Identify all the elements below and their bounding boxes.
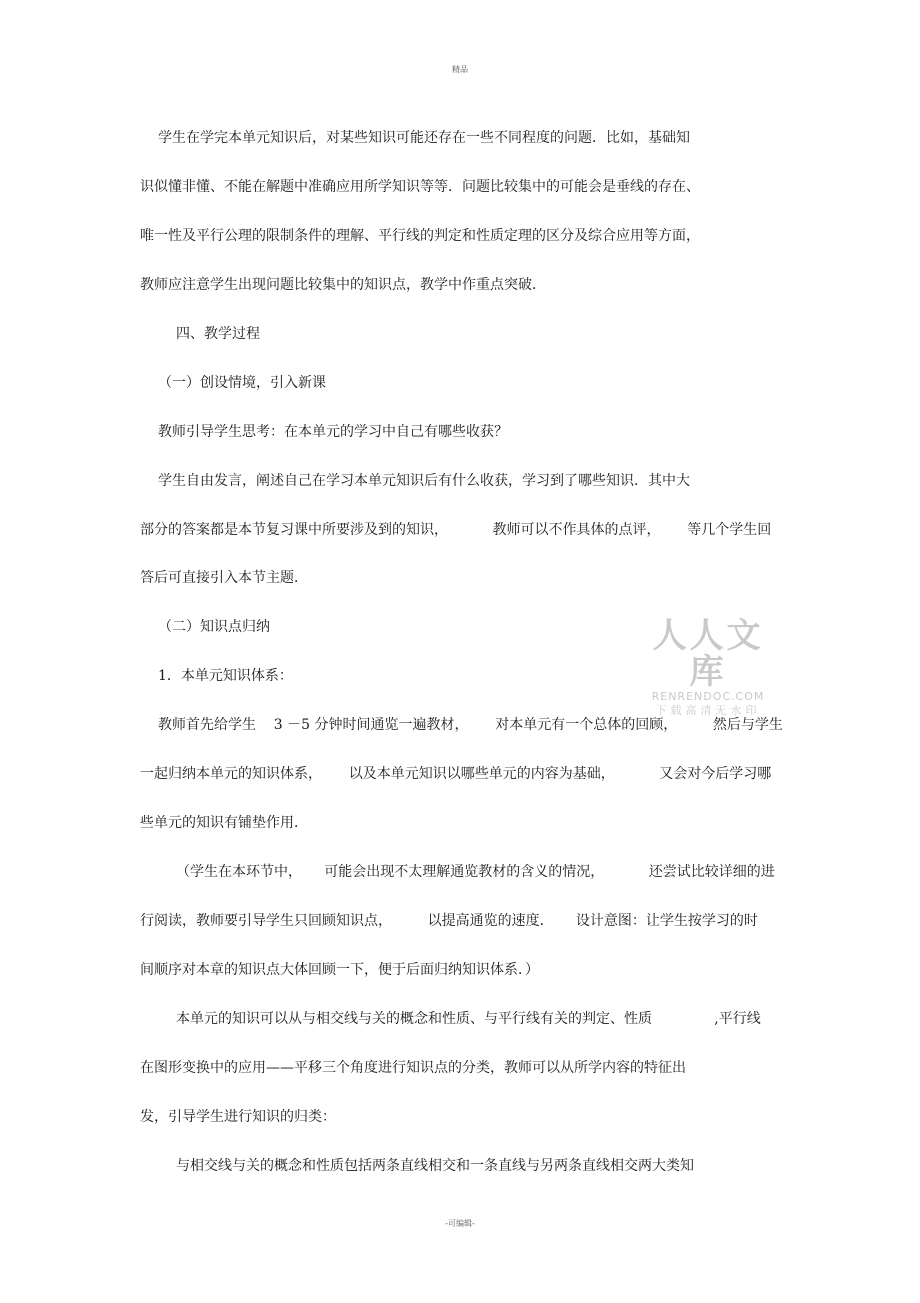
item-heading-1: 1．本单元知识体系： (158, 668, 293, 684)
watermark-subtitle: 下载高清无水印 (655, 704, 761, 717)
text-line-14: 一起归纳本单元的知识体系， 以及本单元知识以哪些单元的内容为基础， 又会对今后学习哪 (140, 766, 772, 782)
text-line-18: 间顺序对本章的知识点大体回顾一下，便于后面归纳知识体系．） (140, 962, 539, 978)
page-footer: -可编辑- (445, 1219, 475, 1228)
text-line-8: 学生自由发言，阐述自己在学习本单元知识后有什么收获，学习到了哪些知识．其中大 (158, 473, 690, 489)
watermark-logo (643, 618, 773, 718)
text-line-13: 教师首先给学生 3 －5 分钟时间通览一遍教材， 对本单元有一个总体的回顾， 然后与学生 (158, 717, 783, 733)
text-line-9: 部分的答案都是本节复习课中所要涉及到的知识， 教师可以不作具体的点评， 等几个学生回 (140, 522, 772, 538)
subsection-heading-2: （二）知识点归纳 (158, 619, 270, 635)
text-line-4: 教师应注意学生出现问题比较集中的知识点，教学中作重点突破． (140, 277, 546, 293)
text-line-10: 答后可直接引入本节主题． (140, 570, 308, 586)
text-line-20: 在图形变换中的应用——平移三个角度进行知识点的分类，教师可以从所学内容的特征出 (140, 1060, 686, 1076)
watermark-url: RENRENDOC.COM (651, 690, 765, 703)
text-line-2: 识似懂非懂、不能在解题中准确应用所学知识等等．问题比较集中的可能会是垂线的存在、 (140, 179, 700, 195)
text-line-3: 唯一性及平行公理的限制条件的理解、平行线的判定和性质定理的区分及综合应用等方面， (140, 228, 700, 244)
page-header: 精品 (452, 65, 468, 74)
text-line-21: 发，引导学生进行知识的归类： (140, 1109, 336, 1125)
text-line-1: 学生在学完本单元知识后，对某些知识可能还存在一些不同程度的问题．比如，基础知 (158, 130, 690, 146)
subsection-heading-1: （一）创设情境，引入新课 (158, 375, 326, 391)
watermark-title: 人人文库 (652, 616, 764, 692)
text-line-15: 些单元的知识有铺垫作用． (140, 815, 308, 831)
text-line-16: （学生在本环节中， 可能会出现不太理解通览教材的含义的情况， 还尝试比较详细的进 (176, 864, 775, 880)
text-line-17: 行阅读，教师要引导学生只回顾知识点， 以提高通览的速度． 设计意图：让学生按学习的时 (140, 913, 758, 929)
text-line-22: 与相交线与关的概念和性质包括两条直线相交和一条直线与另两条直线相交两大类知 (176, 1158, 694, 1174)
text-line-7: 教师引导学生思考：在本单元的学习中自己有哪些收获？ (158, 424, 508, 440)
text-line-19: 本单元的知识可以从与相交线与关的概念和性质、与平行线有关的判定、性质 ,平行线 (176, 1011, 761, 1027)
section-heading: 四、教学过程 (176, 326, 260, 342)
